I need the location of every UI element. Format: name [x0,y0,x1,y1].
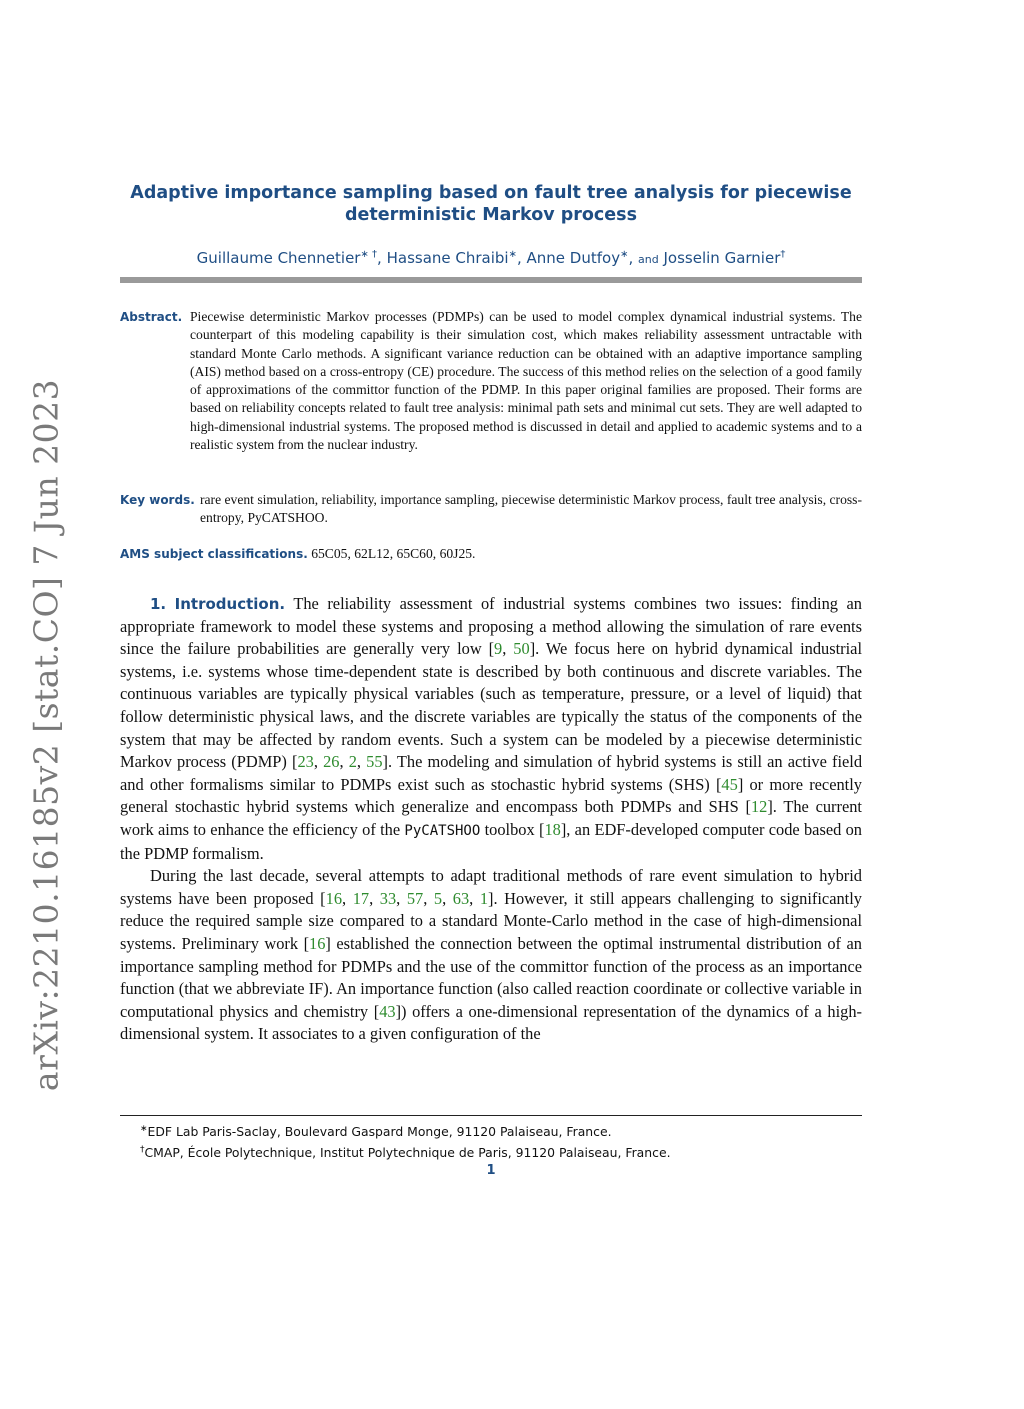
ams-classifications [120,545,862,563]
ams-label: AMS subject classifications. [120,547,308,561]
text-run: , [502,639,514,659]
affiliation-mark: ∗ [508,249,517,260]
text-run: toolbox [ [480,819,545,839]
footnote-rule [120,1115,862,1116]
paragraph [120,865,862,1046]
keywords [120,491,862,528]
footnotes [140,1120,862,1162]
footnote-text: EDF Lab Paris-Saclay, Boulevard Gaspard Monge, 91120 Palaiseau, France. [147,1124,612,1140]
page-number: 1 [486,1163,496,1178]
author-name: Anne Dutfoy [526,249,621,267]
keywords-text: rare event simulation, reliability, importance sampling, piecewise deterministic Markov process, fault tree analysis, cross-entropy, PyCATSHOO. [200,492,862,526]
section-number: 1. [150,595,167,613]
citation-link[interactable]: 23 [297,752,314,772]
citation-link[interactable]: 16 [309,933,326,953]
affiliation-mark: † [780,249,786,260]
footnote [140,1141,862,1162]
citation-link[interactable]: 33 [379,888,397,908]
abstract-text: Piecewise deterministic Markov processes (PDMPs) can be used to model complex dynamical industrial systems. The counterpart of this modeling capability is their simulation cost, which makes reliability assessment untractable with standard Monte Carlo methods. A significant variance reduction can be obtained with an adaptive importance sampling (AIS) method based on a cross-entropy (CE) procedure. The success of this method relies on the selection of a good family of approximations of the committor function of the PDMP. In this paper original families are proposed. Their forms are based on reliability concepts related to fault tree analysis: minimal path sets and minimal cut sets. They are well adapted to high-dimensional industrial systems. The proposed method is discussed in detail and applied to academic systems and to a realistic system from the nuclear industry. [190,309,862,453]
text-run: ]. We focus here on hybrid dynamical industrial systems, i.e. systems whose time-dependent state is described by both continuous and discrete variables. The continuous variables are typically physical variables (such as temperature, pressure, or a level of liquid) that follow deterministic physical laws, and the discrete variables are typically the status of the components of the system that may be affected by random events. Such a system can be modeled by a piecewise deterministic Markov process (PDMP) [ [120,639,862,772]
citation-link[interactable]: 45 [721,774,738,794]
body-text [120,593,862,1046]
author-name: Hassane Chraibi [386,249,509,267]
citation-link[interactable]: 50 [513,639,530,659]
text-run: ]) offers a one-dimensional representation of the dynamics of a high-dimensional system. It associates to a given configuration of the [120,1001,862,1044]
author-name: Josselin Garnier [663,249,781,267]
citation-link[interactable]: 63 [452,888,470,908]
paper-title: Adaptive importance sampling based on fault tree analysis for piecewise deterministic Markov process [130,183,852,225]
author-name: Guillaume Chennetier [196,249,361,267]
citation-link[interactable]: 18 [544,819,561,839]
text-run: The reliability assessment of industrial systems combines two issues: finding an appropriate framework to model these systems and proposing a method allowing the simulation of rare events since the failure probabilities are generally very low [ [120,594,862,659]
citation-link[interactable]: 9 [494,639,503,659]
citation-link[interactable]: 16 [325,888,343,908]
citation-link[interactable]: 43 [379,1001,396,1021]
citation-link[interactable]: 2 [348,752,357,772]
author-conjunction: and [638,253,659,266]
citation-link[interactable]: 5 [433,888,443,908]
footnote-mark: ∗ [140,1124,148,1134]
abstract [120,308,862,454]
citation-link[interactable]: 55 [366,752,383,772]
affiliation-mark: ∗ [620,249,629,260]
citation-link[interactable]: 12 [750,797,768,817]
citation-link[interactable]: 1 [479,888,489,908]
text-run: , [469,888,480,908]
arxiv-stamp: arXiv:2210.16185v2 [stat.CO] 7 Jun 2023 [26,378,66,1092]
text-run: ] or more recently general stochastic hybrid systems which generalize and encompass both PDMPs and SHS [ [120,774,862,817]
section-title: Introduction. [174,595,286,613]
text-run: , [369,888,380,908]
title-rule [120,277,862,283]
code-name: PyCATSHOO [404,822,481,839]
citation-link[interactable]: 26 [323,752,340,772]
text-run: ]. The current work aims to enhance the efficiency of the [120,797,862,839]
text-run: ]. However, it still appears challenging to significantly reduce the required sample size compared to a standard Monte-Carlo method in the case of high-dimensional systems. Preliminary work [ [120,888,862,953]
text-run: During the last decade, several attempts to adapt traditional methods of rare event simulation to hybrid systems have been proposed [ [120,866,862,908]
footnote-mark: † [140,1145,145,1156]
text-run: , [342,888,353,908]
text-run: , [313,752,324,772]
citation-link[interactable]: 17 [352,888,370,908]
ams-text: 65C05, 62L12, 65C60, 60J25. [311,546,476,561]
text-run: ], an EDF-developed computer code based on the PDMP formalism. [120,819,862,863]
author-list: Guillaume Chennetier∗ †, Hassane Chraibi∗, Anne Dutfoy∗, and Josselin Garnier† [196,249,786,267]
keywords-label: Key words. [120,493,195,507]
text-run: , [396,888,407,908]
text-run: , [423,888,434,908]
abstract-label: Abstract. [120,310,183,324]
text-run: ]. The modeling and simulation of hybrid systems is still an active field and other formalisms similar to PDMPs exist such as stochastic hybrid systems (SHS) [ [120,752,863,794]
citation-link[interactable]: 57 [406,888,424,908]
text-run: , [442,888,453,908]
text-run: ] established the connection between the optimal instrumental distribution of an importance sampling method for PDMPs and the use of the committor function of the process as an importance function (that we abbreviate IF). An importance function (also called reaction coordinate or collective variable in computational physics and chemistry [ [120,933,862,1021]
paragraph [120,593,862,865]
affiliation-mark: ∗ † [360,249,378,260]
footnote [140,1120,862,1141]
footnote-text: CMAP, École Polytechnique, Institut Polytechnique de Paris, 91120 Palaiseau, France. [144,1145,671,1161]
text-run: , [356,752,367,772]
text-run: , [339,752,349,772]
